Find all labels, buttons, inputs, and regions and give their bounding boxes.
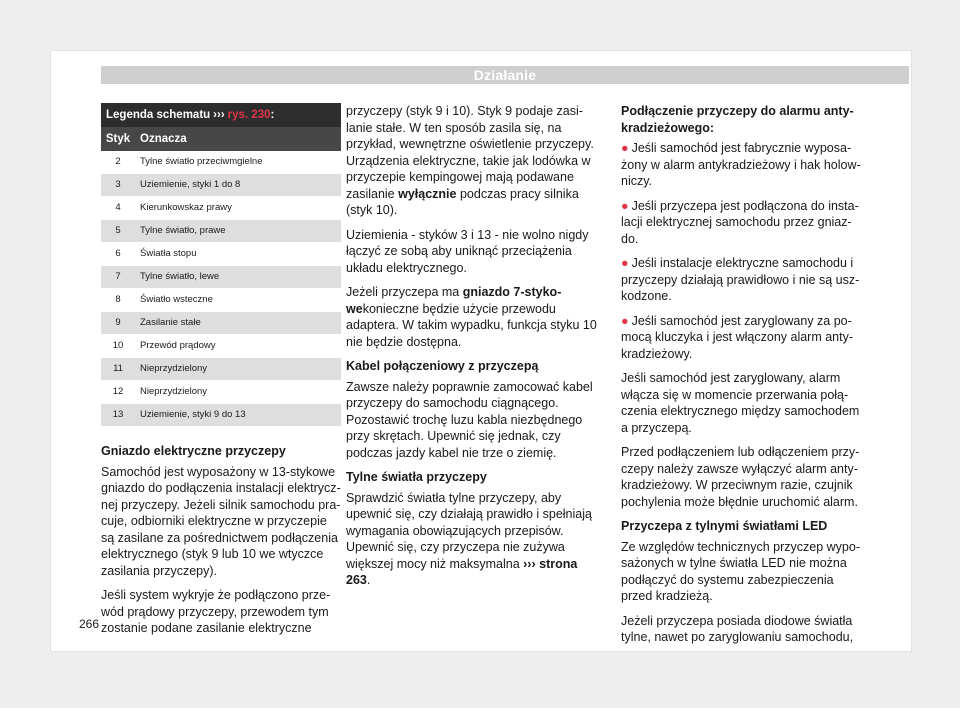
legend-cell-oznacza: Uziemienie, styki 9 do 13 [140, 409, 246, 420]
legend-cell-oznacza: Nieprzydzielony [140, 386, 208, 397]
legend-cell-oznacza: Tylne światło, lewe [140, 271, 220, 282]
column-header-styk: Styk [105, 133, 131, 145]
paragraph: Jeżeli przyczepa posiada diodowe światła tylne, nawet po zaryglowaniu samochodu, [621, 613, 854, 644]
bullet-dot-icon: ● [621, 256, 629, 270]
paragraph: Ze względów technicznych przyczep wyposażonych w tylne światła LED nie można podłączyć do systemu zabezpieczenia przed kradzieżą. [621, 539, 860, 603]
legend-cell-oznacza: Tylne światło przeciwmgielne [140, 156, 263, 167]
bullet-item [621, 198, 861, 248]
legend-cell-styk: 4 [115, 202, 121, 213]
reference-arrow-icon: ››› [523, 556, 536, 571]
legend-cell-oznacza: Kierunkowskaz prawy [140, 202, 232, 213]
bullet-dot-icon: ● [621, 141, 629, 155]
legend-cell-oznacza: Uziemienie, styki 1 do 8 [140, 179, 241, 190]
paragraph: Zawsze należy poprawnie zamocować kabel przyczepy do samochodu ciągnącego. Pozostawić trochę luzu kabla niezbędnego przy skrętach. Upewnić się jednak, czy podczas jazdy kabel nie trze o ziemię. [346, 379, 593, 460]
legend-cell-styk: 8 [115, 294, 121, 305]
manual-page [50, 50, 912, 652]
legend-row [101, 335, 341, 358]
paragraph: Przed podłączeniem lub odłączeniem przyczepy należy zawsze wyłączyć alarm antykradzieżowy. W przeciwnym razie, czujnik pochylenia może błędnie uruchomić alarm. [621, 445, 860, 509]
text-run: Sprawdzić światła tylne przyczepy, aby upewnić się, czy działają prawidło i spełniają wymagania obowiązujących przepisów. Upewnić się, czy przyczepa nie zużywa większej mocy niż maksymalna [346, 490, 592, 571]
legend-row [101, 381, 341, 404]
legend-cell-styk: 5 [115, 225, 121, 236]
bullet-text: Jeśli samochód jest zaryglowany za pomocą kluczyka i jest włączony alarm antykradzieżowy. [621, 313, 854, 361]
legend-cell-styk: 13 [112, 409, 124, 420]
legend-cell-styk: 6 [115, 248, 121, 259]
legend-cell-oznacza: Zasilanie stałe [140, 317, 201, 328]
text-run-bold: gniazdo 7-stykowe [346, 285, 562, 316]
bullet-item [621, 140, 861, 190]
legend-row [101, 312, 341, 335]
section-heading-led: Przyczepa z tylnymi światłami LED [621, 519, 828, 533]
text-run: przyczepy (styk 9 i 10). Styk 9 podaje zasilanie stałe. W ten sposób zasila się, na przykład, wewnętrzne oświetlenie przyczepy. Urządzenia elektryczne, takie jak lodówka w przyczepie kempingowej mają podawane zasilanie [346, 104, 594, 201]
legend-rows [101, 151, 341, 427]
legend-cell-styk: 7 [115, 271, 121, 282]
paragraph: Uziemienia - styków 3 i 13 - nie wolno nigdy łączyć ze sobą aby uniknąć przeciążenia układu elektrycznego. [346, 227, 589, 275]
page-title: Działanie [473, 67, 537, 83]
legend-row [101, 243, 341, 266]
bullet-dot-icon: ● [621, 198, 629, 213]
legend-row [101, 404, 341, 427]
text-run: podczas pracy silnika (styk 10). [346, 186, 579, 217]
text-run-bold: wyłącznie [398, 186, 457, 201]
reference-arrow-icon: ››› [213, 109, 225, 121]
text-run: . [366, 573, 371, 587]
paragraph: Jeśli samochód jest zaryglowany, alarm włącza się w momencie przerwania połączenia elektrycznego między samochodem a przyczepą. [621, 371, 860, 435]
legend-cell-oznacza: Przewód prądowy [140, 340, 216, 351]
bullet-item [621, 313, 861, 363]
left-column [101, 443, 343, 645]
bullet-text: Jeśli przyczepa jest podłączona do instalacji elektrycznej samochodu przez gniazdo. [621, 198, 859, 246]
legend-row [101, 289, 341, 312]
legend-cell-oznacza: Nieprzydzielony [140, 363, 208, 374]
legend-cell-styk: 10 [112, 340, 124, 351]
paragraph: Samochód jest wyposażony w 13-stykowe gniazdo do podłączenia instalacji elektrycznej przyczepy. Jeżeli silnik samochodu pracuje, odbiorniki elektryczne w przyczepie są zasilane za pośrednictwem podłączenia elektrycznego (styk 9 lub 10 we wtyczce zasilania przyczepy). [101, 464, 341, 578]
legend-cell-oznacza: Światło wsteczne [140, 294, 213, 305]
legend-cell-oznacza: Światła stopu [140, 248, 197, 259]
legend-table [101, 103, 341, 427]
bullet-item [621, 255, 861, 305]
legend-title-row [101, 103, 341, 127]
page-reference-link[interactable]: strona 263 [346, 556, 578, 587]
section-heading-alarm: Podłączenie przyczepy do alarmu antykradzieżowego: [621, 104, 854, 135]
figure-reference-link[interactable]: rys. 230 [227, 109, 271, 121]
right-column [621, 103, 861, 654]
text-run: Jeżeli przyczepa ma [346, 285, 463, 299]
legend-row [101, 220, 341, 243]
legend-row [101, 151, 341, 174]
legend-cell-oznacza: Tylne światło, prawe [140, 225, 226, 236]
page-number: 266 [79, 617, 100, 631]
bullet-text: Jeśli samochód jest fabrycznie wyposażony w alarm antykradzieżowy i hak holowniczy. [621, 141, 861, 188]
page-header [101, 66, 909, 84]
bullet-dot-icon: ● [621, 313, 629, 328]
paragraph [346, 103, 601, 219]
legend-cell-styk: 3 [115, 179, 121, 190]
legend-row [101, 174, 341, 197]
legend-title: Legenda schematu [106, 109, 211, 121]
legend-row [101, 358, 341, 381]
legend-column-headers [101, 127, 341, 151]
legend-row [101, 266, 341, 289]
legend-cell-styk: 2 [115, 156, 121, 167]
legend-cell-styk: 9 [115, 317, 121, 328]
middle-column [346, 103, 601, 597]
legend-title-colon: : [270, 109, 275, 121]
bullet-text: Jeśli instalacje elektryczne samochodu i przyczepy działają prawidłowo i nie są uszkodzone. [621, 256, 860, 303]
text-run: konieczne będzie użycie przewodu adaptera. W takim wypadku, funkcja styku 10 nie będzie dostępna. [346, 301, 597, 349]
section-heading-cable: Kabel połączeniowy z przyczepą [346, 359, 539, 373]
legend-cell-styk: 12 [112, 386, 124, 397]
section-heading-tail-lights: Tylne światła przyczepy [346, 470, 487, 484]
legend-cell-styk: 11 [113, 363, 123, 374]
bullet-list [621, 140, 861, 362]
paragraph: Jeśli system wykryje że podłączono przewód prądowy przyczepy, przewodem tym zostanie podane zasilanie elektryczne [101, 588, 331, 635]
section-heading-socket: Gniazdo elektryczne przyczepy [101, 444, 286, 458]
legend-row [101, 197, 341, 220]
paragraph [346, 490, 601, 589]
paragraph [346, 284, 601, 350]
column-header-oznacza: Oznacza [140, 133, 187, 145]
